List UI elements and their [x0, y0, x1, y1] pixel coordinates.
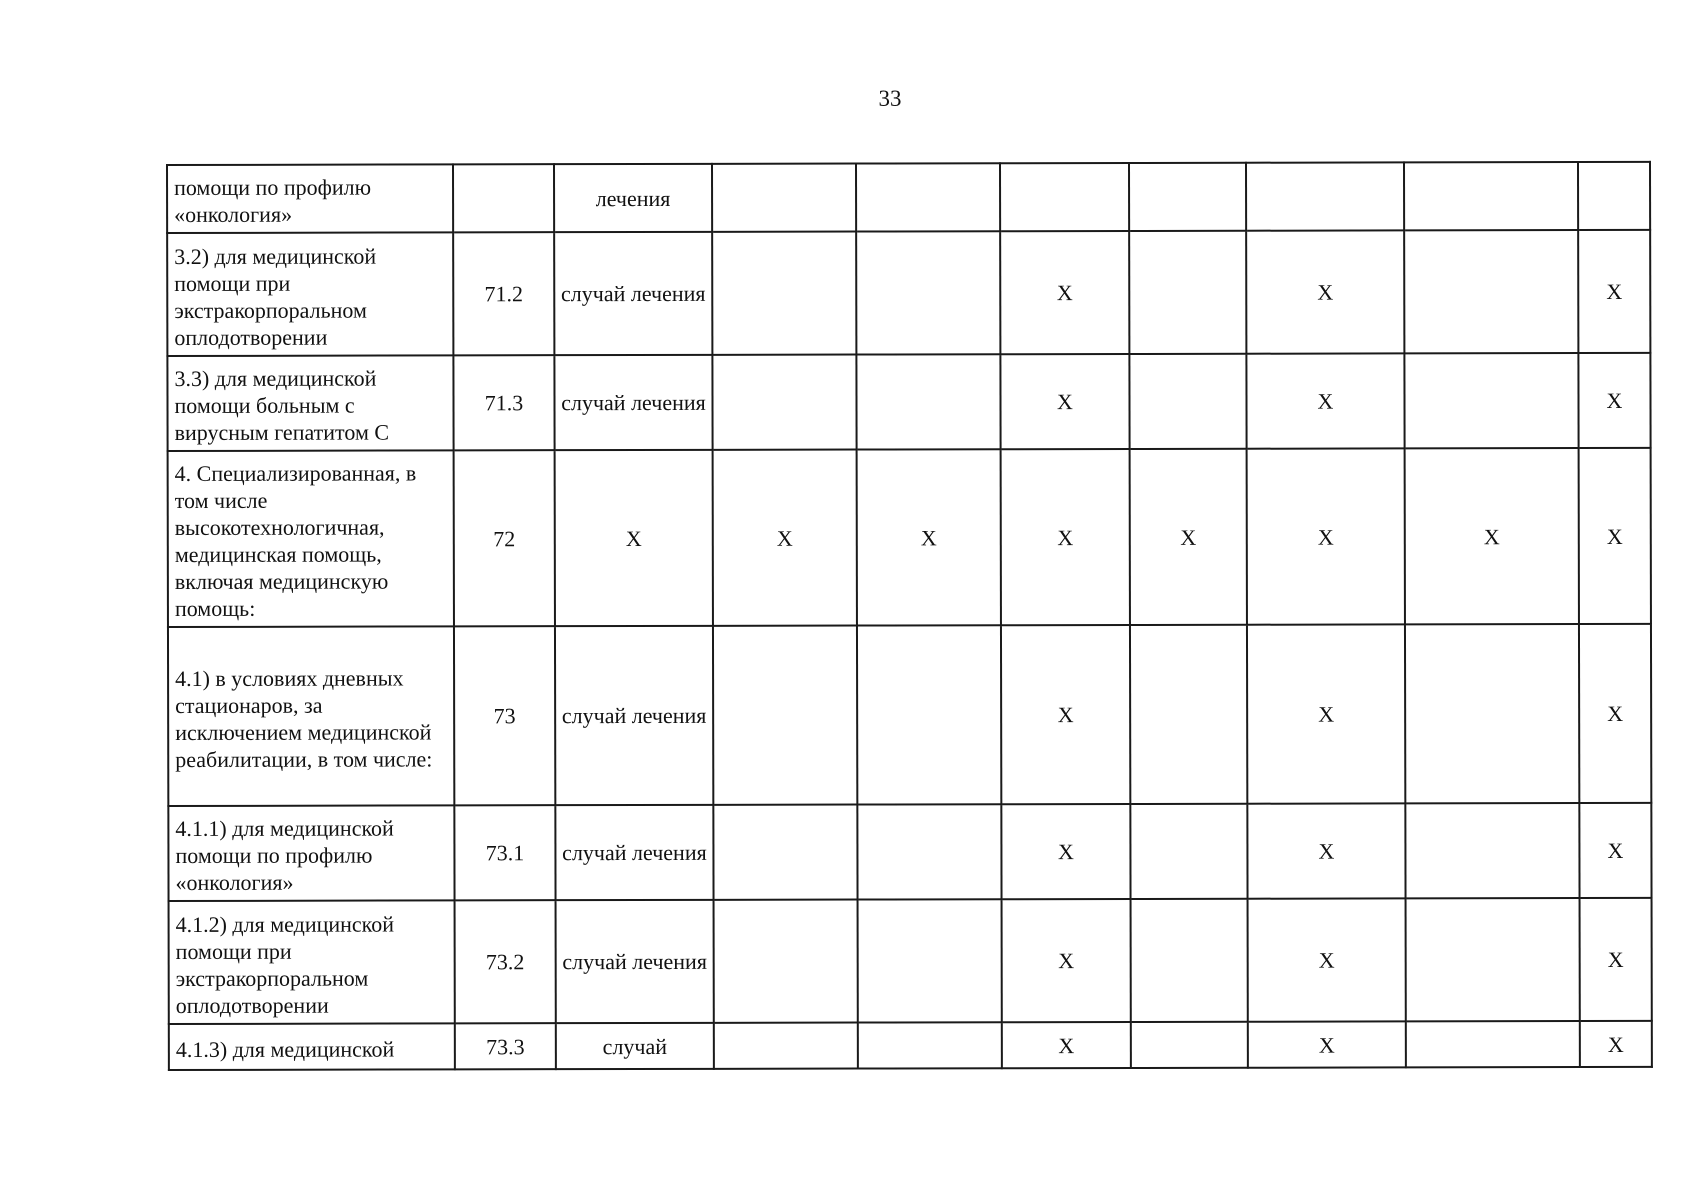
row-col-9 — [1406, 1021, 1580, 1067]
row-col-7 — [1131, 899, 1248, 1022]
row-col-8: Х — [1247, 624, 1405, 803]
row-col-5 — [856, 231, 1000, 354]
row-col-10: Х — [1579, 624, 1651, 803]
row-description: помощи по профилю «онкология» — [167, 164, 453, 233]
row-unit: лечения — [554, 164, 712, 232]
table-row — [168, 448, 1651, 627]
row-description: 4. Специализированная, в том числе высокотехнологичная, медицинская помощь, включая медицинскую помощь: — [168, 450, 454, 627]
row-col-10: Х — [1579, 448, 1651, 624]
row-unit: случай лечения — [556, 900, 714, 1023]
row-col-8: Х — [1247, 448, 1405, 624]
row-code: 73.1 — [454, 805, 555, 900]
row-col-4 — [712, 232, 856, 355]
table-row — [167, 162, 1650, 233]
row-col-9: Х — [1405, 448, 1579, 624]
row-col-8: Х — [1248, 1021, 1406, 1067]
row-description: 3.2) для медицинской помощи при экстракорпоральном оплодотворении — [167, 232, 453, 356]
row-col-5 — [857, 625, 1001, 804]
row-description: 4.1.2) для медицинской помощи при экстракорпоральном оплодотворении — [169, 900, 455, 1024]
row-col-7 — [1131, 1022, 1248, 1068]
page-number: 33 — [878, 86, 902, 111]
table-row — [168, 624, 1651, 806]
row-unit: случай — [556, 1023, 714, 1069]
row-col-9 — [1405, 803, 1579, 898]
row-col-5 — [856, 163, 1000, 231]
row-code: 73.3 — [455, 1023, 556, 1069]
row-col-7 — [1129, 163, 1246, 231]
data-table — [166, 161, 1653, 1071]
row-col-8: Х — [1247, 803, 1405, 898]
row-col-5 — [858, 1022, 1002, 1068]
row-description: 4.1.3) для медицинской — [169, 1023, 455, 1070]
row-col-9 — [1406, 898, 1580, 1021]
row-col-9 — [1405, 624, 1579, 803]
row-col-10: Х — [1578, 230, 1650, 353]
row-col-8: Х — [1246, 353, 1404, 448]
table-row — [167, 353, 1650, 451]
row-col-6: Х — [1002, 1022, 1131, 1068]
row-col-8: Х — [1248, 898, 1406, 1021]
table-row — [169, 898, 1652, 1024]
row-col-9 — [1404, 353, 1578, 448]
row-unit: случай лечения — [555, 626, 713, 805]
row-col-7 — [1130, 804, 1247, 899]
row-col-10: Х — [1579, 803, 1651, 898]
row-unit: случай лечения — [554, 355, 712, 450]
row-code: 73.2 — [455, 900, 556, 1023]
row-col-6: Х — [1001, 804, 1130, 899]
row-description: 3.3) для медицинской помощи больным с вирусным гепатитом С — [167, 355, 453, 451]
row-code: 72 — [454, 450, 555, 626]
table-row — [167, 230, 1650, 356]
row-col-8: Х — [1246, 230, 1404, 353]
table-row — [169, 1021, 1652, 1070]
row-unit: случай лечения — [555, 805, 713, 900]
row-col-4 — [713, 626, 857, 805]
row-col-4 — [712, 164, 856, 232]
row-col-8 — [1246, 162, 1404, 230]
row-unit: Х — [555, 450, 713, 626]
row-col-6 — [1000, 163, 1129, 231]
row-col-6: Х — [1000, 231, 1129, 354]
row-col-6: Х — [1002, 899, 1131, 1022]
row-description: 4.1.1) для медицинской помощи по профилю «онкология» — [168, 805, 454, 901]
row-col-10: Х — [1578, 353, 1650, 448]
row-col-7 — [1129, 354, 1246, 449]
row-col-4 — [714, 1023, 858, 1069]
row-col-9 — [1404, 230, 1578, 353]
row-code — [453, 164, 554, 232]
row-col-10 — [1578, 162, 1650, 230]
row-col-7 — [1130, 625, 1247, 804]
row-col-7 — [1129, 231, 1246, 354]
row-unit: случай лечения — [554, 232, 712, 355]
row-col-7: Х — [1130, 449, 1247, 625]
row-col-4: Х — [713, 450, 857, 626]
table-row — [168, 803, 1651, 901]
row-code: 71.2 — [453, 232, 554, 355]
row-description: 4.1) в условиях дневных стационаров, за исключением медицинской реабилитации, в том числе: — [168, 626, 454, 806]
row-col-5 — [858, 899, 1002, 1022]
row-code: 73 — [454, 626, 555, 805]
row-col-10: Х — [1580, 898, 1652, 1021]
row-col-6: Х — [1001, 625, 1130, 804]
row-col-4 — [713, 805, 857, 900]
row-col-10: Х — [1580, 1021, 1652, 1067]
row-col-6: Х — [1000, 354, 1129, 449]
row-code: 71.3 — [453, 355, 554, 450]
row-col-6: Х — [1001, 449, 1130, 625]
row-col-4 — [714, 900, 858, 1023]
row-col-5: Х — [857, 449, 1001, 625]
row-col-9 — [1404, 162, 1578, 230]
row-col-5 — [856, 354, 1000, 449]
row-col-4 — [712, 355, 856, 450]
row-col-5 — [857, 804, 1001, 899]
